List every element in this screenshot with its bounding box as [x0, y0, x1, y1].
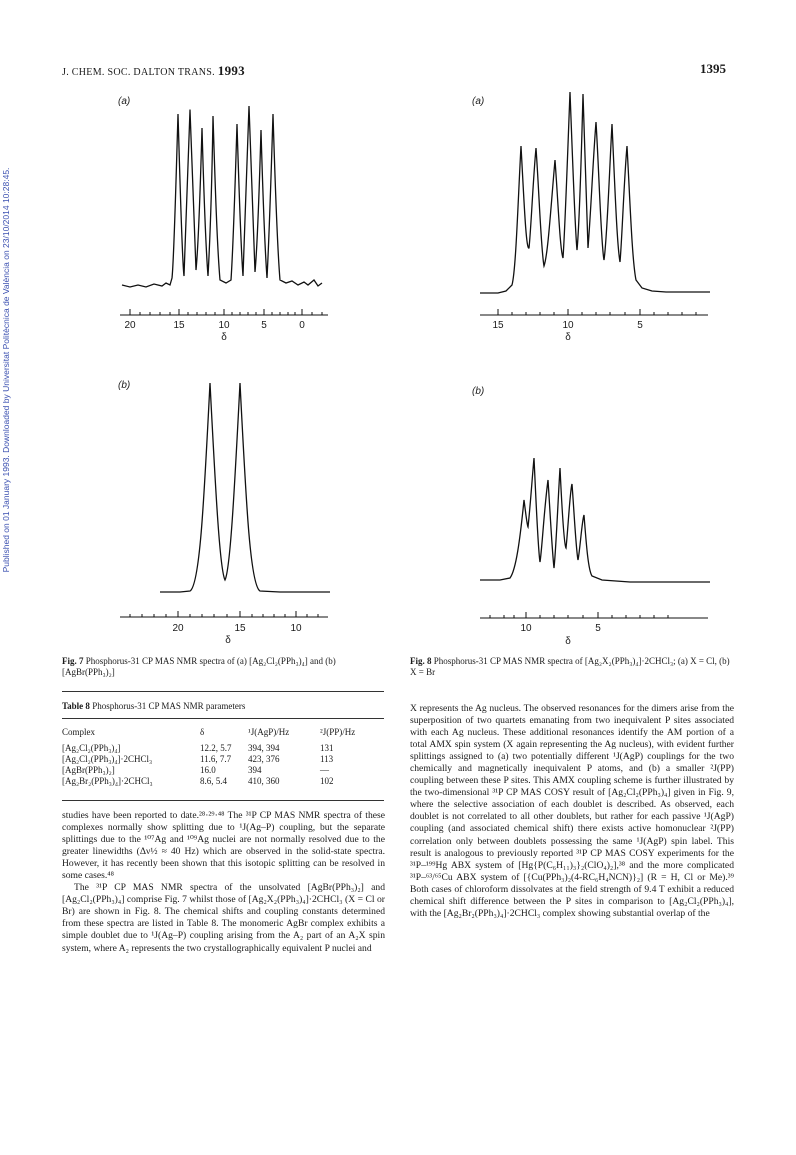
running-header [62, 63, 245, 79]
fig7-a-tick-20: 20 [124, 320, 136, 331]
table-header-cell: ²J(PP)/Hz [320, 727, 356, 737]
fig8-a-tick-10: 10 [562, 320, 574, 331]
fig7-a-tick-10: 10 [218, 320, 230, 331]
table-cell: 11.6, 7.7 [200, 754, 232, 764]
table-cell: 12.2, 5.7 [200, 743, 232, 753]
fig8-caption [410, 656, 735, 678]
fig8-b-spectrum-trace [480, 458, 710, 582]
table-row [62, 743, 359, 754]
table-cell: — [320, 765, 329, 775]
fig8-a-spectrum-trace [480, 92, 710, 293]
table-row [62, 754, 359, 765]
fig8-b-axis-symbol: δ [565, 636, 571, 647]
left-paragraph-1: studies have been reported to date.²⁸·²⁹·⁴⁸ The ³¹P CP MAS NMR spectra of these complexes normally show splitting due to ¹J(Ag–P) coupling, but the separate splittings due to the ¹⁰⁷Ag and ¹⁰⁹Ag nuclei are not normally resolved due to the greater linewidths (Δν½ ≈ 40 Hz) which are observed in the solid-state spectra. However, it has recently been shown that this isotopic splitting can be resolved in some cases.⁴⁸ [62, 810, 385, 882]
fig7-b-tick-20: 20 [172, 623, 184, 634]
table-cell: 423, 376 [248, 754, 280, 764]
table-cell: [AgBr(PPh₃)₂] [62, 765, 115, 775]
table-cell: 394 [248, 765, 262, 775]
right-paragraph-1: X represents the Ag nucleus. The observed resonances for the dimers arise from the superposition of two quartets emanating from two inequivalent P sites associated with each Ag nucleus. These additional resonances identify the AM portion of a total AMX spin system (X again representing the Ag nucleus), with evident further splittings assigned to (a) two potentially different ¹J(AgP) couplings for the two chemically and magnetically inequivalent P atoms, and (b) a smaller ²J(PP) coupling between these P sites. This AMX coupling scheme is further illustrated by the two-dimensional ³¹P CP MAS COSY result of [Ag₂Cl₂(PPh₃)₄] given in Fig. 9, where the selective association of each doublet is described. As observed, each doublet is not correlated to all other doublets, but rather for each passive ¹J(AgP) coupling (and associated chemical shift) there exists active homonuclear ²J(PP) correlation only between doublets possessing the same ¹J(AgP) spin label. This result is analogous to previously reported ³¹P CP MAS COSY experiments for the ³¹P–¹⁹⁹Hg ABX system of [Hg{P(C₆H₁₁)₃}₂(ClO₄)₂],³⁸ and the more complicated ³¹P–⁶³/⁶⁵Cu ABX system of [{Cu(PPh₃)₂(4-RC₆H₄NCN)}₂] (R = H, Cl or Me).³⁹ Both cases of chloroform dissolvates at the field strength of 9.4 T exhibit a reduced chemical shift difference between the P sites in comparison to [Ag₂Cl₂(PPh₃)₄], with the [Ag₂Br₂(PPh₃)₄]·2CHCl₃ complex showing substantial overlap of the [410, 703, 734, 919]
table-cell: 102 [320, 776, 334, 786]
fig7-a-axis-symbol: δ [221, 332, 227, 343]
fig8-a-tick-5: 5 [637, 320, 643, 331]
table-row [62, 776, 359, 787]
table-cell: 8.6, 5.4 [200, 776, 227, 786]
table-bottom-rule [62, 800, 384, 801]
fig8-caption-label: Fig. 8 [410, 656, 432, 666]
fig7-b-axis-symbol: δ [225, 635, 231, 646]
fig8-a-tick-15: 15 [492, 320, 504, 331]
table8-caption [62, 701, 245, 711]
page-number: 1395 [700, 61, 726, 76]
fig7-b-tick-10: 10 [290, 623, 302, 634]
fig7-caption [62, 656, 387, 678]
fig7-a-ticks [130, 309, 322, 315]
fig7-b-spectrum-trace [160, 383, 330, 592]
table-row [62, 765, 359, 776]
fig7-b-ticks [130, 611, 318, 617]
table-header-rule [62, 718, 384, 719]
fig8-b-ticks [490, 612, 668, 618]
fig8-b-tick-10: 10 [520, 623, 532, 634]
fig8-spectra [470, 80, 720, 650]
fig7-caption-label: Fig. 7 [62, 656, 84, 666]
fig8-panel-b-label: (b) [472, 386, 485, 397]
fig7-a-spectrum-trace [122, 106, 322, 287]
table-cell: [Ag₂Cl₂(PPh₃)₄]·2CHCl₃ [62, 754, 153, 764]
left-paragraph-2: The ³¹P CP MAS NMR spectra of the unsolvated [AgBr(PPh₃)₂] and [Ag₂Cl₂(PPh₃)₄] comprise Fig. 7 whilst those of [Ag₂X₂(PPh₃)₄]·2CHCl₃ (X = Cl or Br) are shown in Fig. 8. The chemical shifts and coupling constants determined from these spectra are listed in Table 8. The monomeric AgBr complex exhibits a simple doublet due to ¹J(Ag–P) coupling arising from the A₂ part of an A₂X spin system, where A₂ represents the two crystallographically equivalent P nuclei and [62, 882, 385, 954]
fig7-b-tick-15: 15 [234, 623, 246, 634]
journal-year: 1993 [217, 63, 245, 78]
fig7-spectra [100, 80, 350, 650]
table-cell: [Ag₂Br₂(PPh₃)₄]·2CHCl₃ [62, 776, 153, 786]
table-header-cell: Complex [62, 727, 95, 737]
table-header-cell: δ [200, 727, 205, 737]
table8-title: Phosphorus-31 CP MAS NMR parameters [92, 701, 246, 711]
fig7-panel-b-label: (b) [118, 380, 131, 391]
journal-name: J. CHEM. SOC. DALTON TRANS. [62, 67, 215, 78]
right-column-text [410, 703, 734, 920]
fig8-panel-a-label: (a) [472, 96, 485, 107]
table-cell: [Ag₂Cl₂(PPh₃)₄] [62, 743, 121, 753]
download-watermark [0, 50, 13, 690]
download-note: Published on 01 January 1993. Downloaded by Universitat Politècnica de València on 23/10/2014 10:28:45. [1, 167, 11, 573]
fig7-a-tick-15: 15 [173, 320, 185, 331]
table-header-cell: ¹J(AgP)/Hz [248, 727, 290, 737]
left-column-text [62, 810, 385, 955]
table-cell: 131 [320, 743, 334, 753]
fig7-a-tick-5: 5 [261, 320, 267, 331]
table-cell: 410, 360 [248, 776, 280, 786]
table-cell: 16.0 [200, 765, 216, 775]
table-cell: 113 [320, 754, 334, 764]
table8-label: Table 8 [62, 701, 90, 711]
fig8-a-axis-symbol: δ [565, 332, 571, 343]
table-top-rule [62, 691, 384, 692]
table-cell: 394, 394 [248, 743, 280, 753]
fig7-a-tick-0: 0 [299, 320, 305, 331]
fig7-caption-text: Phosphorus-31 CP MAS NMR spectra of (a) [Ag₂Cl₂(PPh₃)₄] and (b) [AgBr(PPh₃)₂] [62, 656, 336, 677]
fig8-caption-text: Phosphorus-31 CP MAS NMR spectra of [Ag₂X₂(PPh₃)₄]·2CHCl₃; (a) X = Cl, (b) X = Br [410, 656, 730, 677]
fig8-a-ticks [498, 309, 696, 315]
fig7-panel-a-label: (a) [118, 96, 131, 107]
table-header-row [62, 727, 359, 738]
table8 [62, 727, 359, 787]
fig8-b-tick-5: 5 [595, 623, 601, 634]
